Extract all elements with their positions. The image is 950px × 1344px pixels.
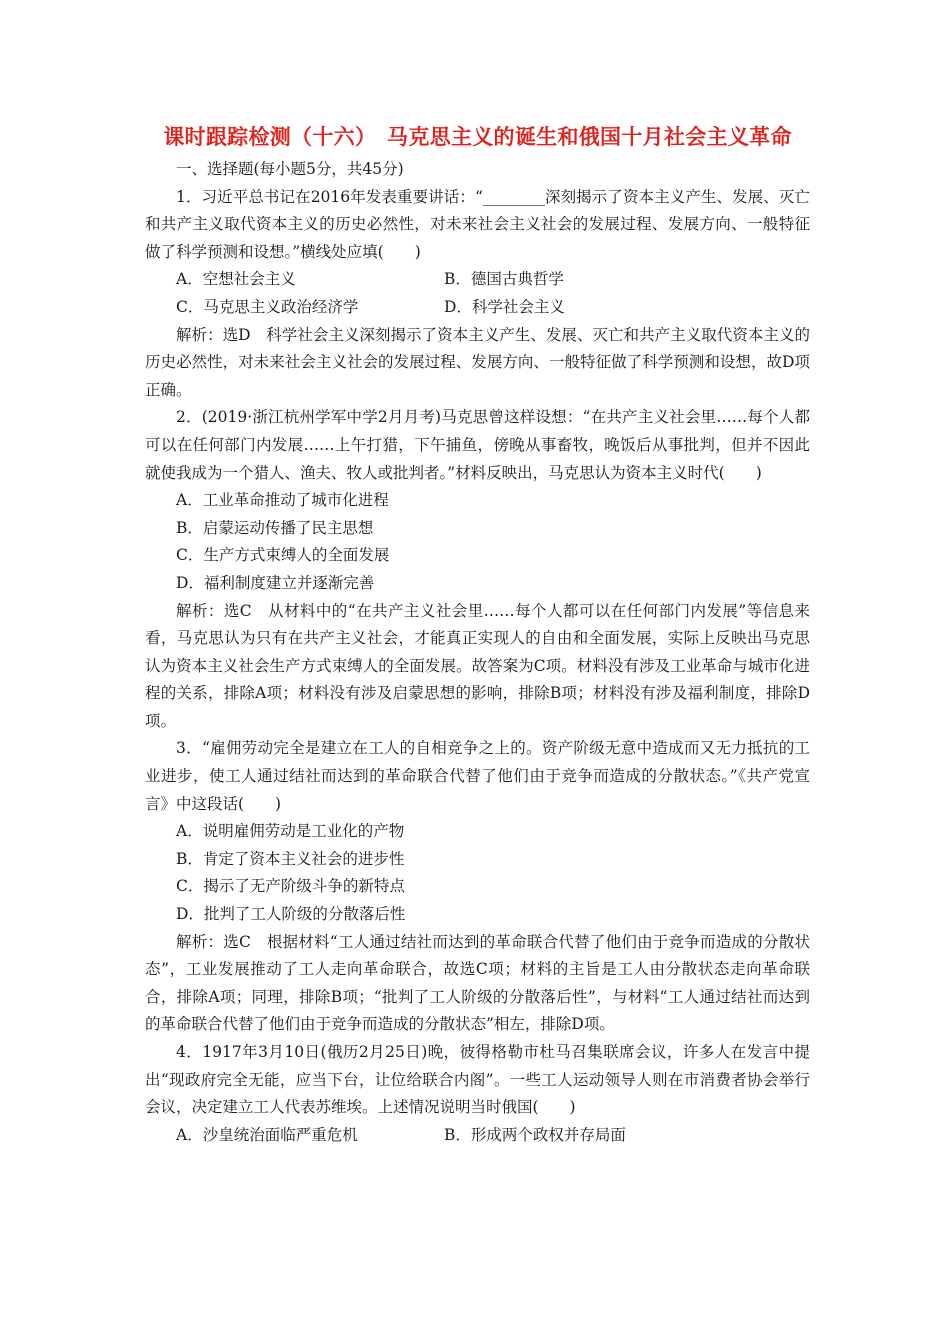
option-a: A．沙皇统治面临严重危机 [176,1125,358,1144]
question-4 [145,1039,810,1149]
option-d: D．科学社会主义 [444,297,565,316]
question-stem: 3．“雇佣劳动完全是建立在工人的自相竞争之上的。资产阶级无意中造成而又无力抵抗的工业进步，使工人通过结社而达到的革命联合代替了他们由于竞争而造成的分散状态。”《共产党宣言》中这段话( ) [145,739,810,813]
question-stem: 2．(2019·浙江杭州学军中学2月月考)马克思曾这样设想：“在共产主义社会里……每个人都可以在任何部门内发展……上午打猎，下午捕鱼，傍晚从事畜牧，晚饭后从事批判，但并不因此就使我成为一个猎人、渔夫、牧人或批判者。”材料反映出，马克思认为资本主义时代( ) [145,408,810,482]
section-heading: 一、选择题(每小题5分，共45分) [176,160,404,178]
option-d: D．福利制度建立并逐渐完善 [176,573,375,592]
option-a: A．说明雇佣劳动是工业化的产物 [176,822,405,841]
analysis-text: 解析：选C 根据材料“工人通过结社而达到的革命联合代替了他们由于竞争而造成的分散状态”，工业发展推动了工人走向革命联合，故选C项；材料的主旨是工人由分散状态走向革命联合，排除A项；同理，排除B项；“批判了工人阶级的分散落后性”，与材料“工人通过结社而达到的革命联合代替了他们由于竞争而造成的分散状态”相左，排除D项。 [145,932,810,1034]
option-a: A．空想社会主义 [176,270,296,289]
option-row [145,294,810,322]
option-b: B．形成两个政权并存局面 [444,1125,626,1144]
question-stem: 4．1917年3月10日(俄历2月25日)晚，彼得格勒市杜马召集联席会议，许多人在发言中提出“现政府完全无能，应当下台，让位给联合内阁”。一些工人运动领导人则在市消费者协会举行会议，决定建立工人代表苏维埃。上述情况说明当时俄国( ) [145,1043,810,1117]
analysis-text: 解析：选D 科学社会主义深刻揭示了资本主义产生、发展、灭亡和共产主义取代资本主义的历史必然性，对未来社会主义社会的发展过程、发展方向、一般特征做了科学预测和设想，故D项正确。 [145,325,810,399]
option-row [145,1122,810,1150]
question-3 [145,735,810,1039]
analysis-text: 解析：选C 从材料中的“在共产主义社会里……每个人都可以在任何部门内发展”等信息来看，马克思认为只有在共产主义社会，才能真正实现人的自由和全面发展，实际上反映出马克思认为资本主义社会生产方式束缚人的全面发展。故答案为C项。材料没有涉及工业革命与城市化进程的关系，排除A项；材料没有涉及启蒙思想的影响，排除B项；材料没有涉及福利制度，排除D项。 [145,601,810,730]
option-row [145,266,810,294]
question-2 [145,404,810,735]
option-c: C．马克思主义政治经济学 [176,297,359,316]
option-a: A．工业革命推动了城市化进程 [176,491,389,510]
document-page [145,118,810,1149]
option-d: D．批判了工人阶级的分散落后性 [176,905,406,924]
option-c: C．揭示了无产阶级斗争的新特点 [176,877,405,896]
option-b: B．肯定了资本主义社会的进步性 [176,849,405,868]
question-1 [145,184,810,405]
option-c: C．生产方式束缚人的全面发展 [176,546,390,565]
page-title: 课时跟踪检测（十六） 马克思主义的诞生和俄国十月社会主义革命 [163,124,792,149]
question-stem: 1．习近平总书记在2016年发表重要讲话：“________深刻揭示了资本主义产生、发展、灭亡和共产主义取代资本主义的历史必然性，对未来社会主义社会的发展过程、发展方向、一般特征做了科学预测和设想。”横线处应填( ) [145,187,810,261]
option-b: B．德国古典哲学 [444,270,564,289]
option-b: B．启蒙运动传播了民主思想 [176,518,374,537]
